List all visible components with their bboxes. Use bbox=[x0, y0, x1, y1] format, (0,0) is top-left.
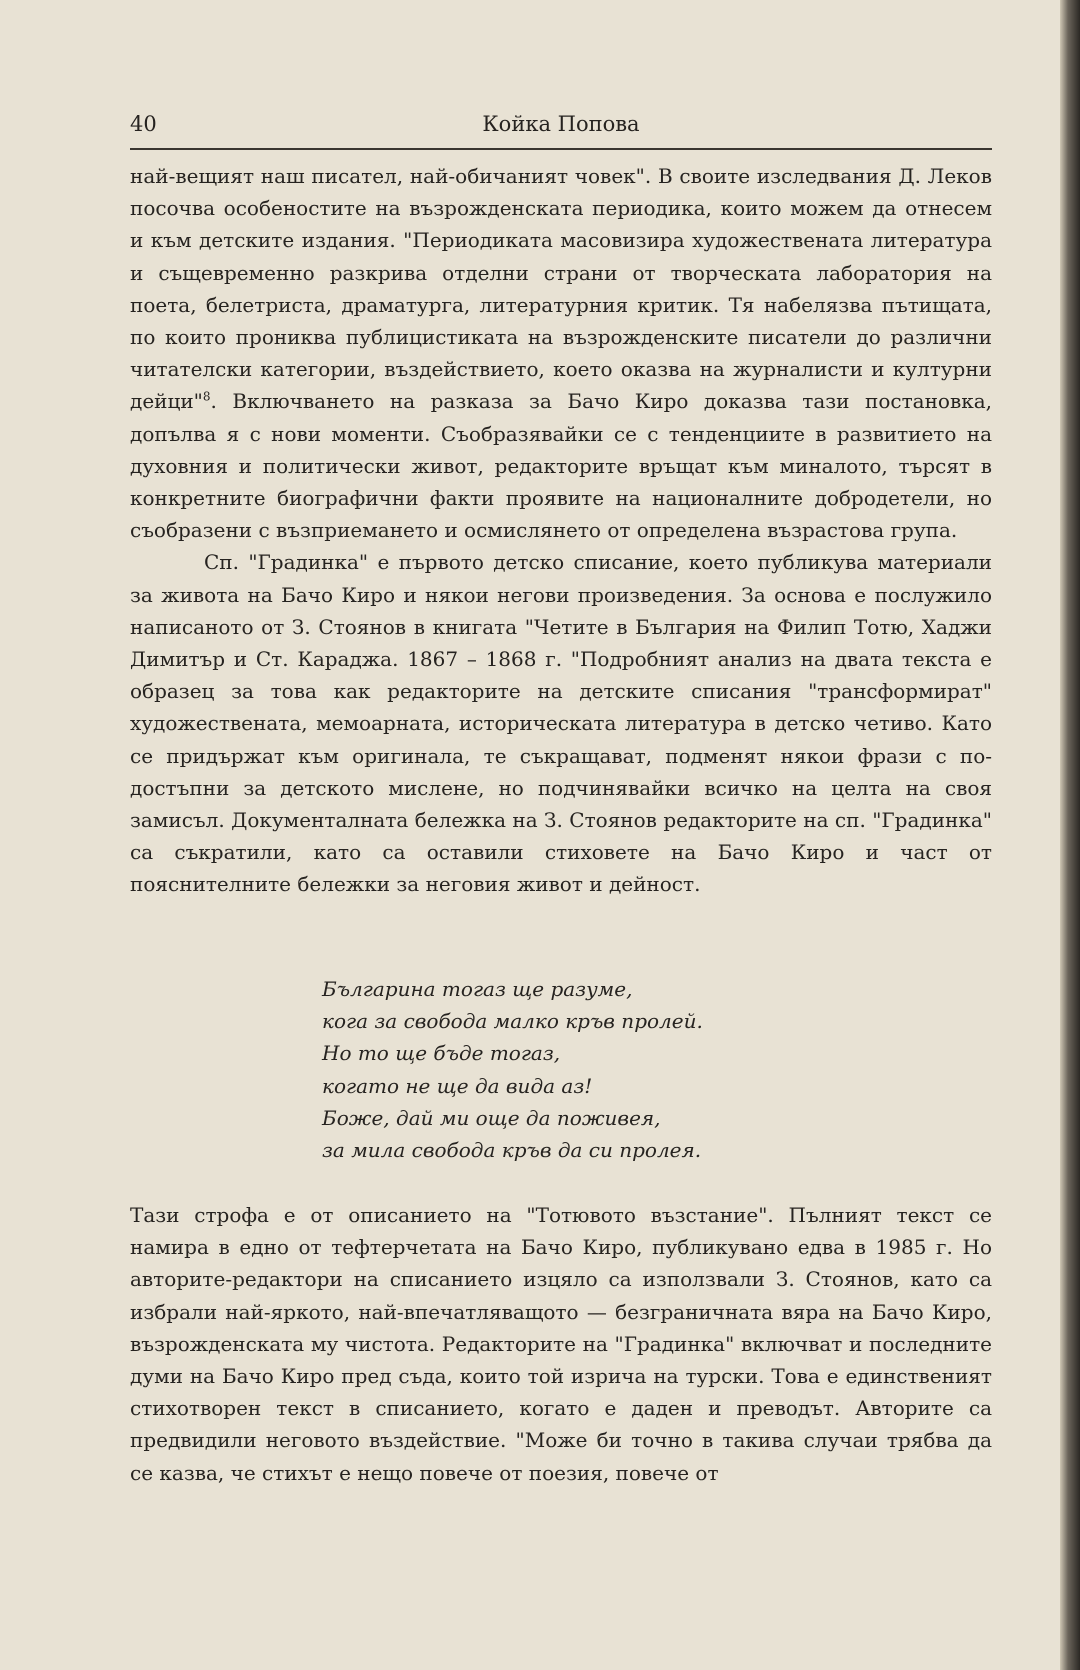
verse-block bbox=[322, 973, 942, 1166]
verse-line: Боже, дай ми още да поживея, bbox=[322, 1105, 661, 1130]
page-edge bbox=[1060, 0, 1080, 1670]
paragraph-2: Сп. "Градинка" е първото детско списание, което публикува материали за живота на Бачо Киро и някои негови произведения. За основа е послужило написаното от З. Стоянов в книгата "Четите в България на Филип Тотю, Хаджи Димитър и Ст. Караджа. 1867 – 1868 г. "Подробният анализ на двата текста е образец за това как редакторите на детските списания "трансформират" художествената, мемоарната, историческата литература в детско четиво. Като се придържат към оригинала, те съкращават, подменят някои фрази с по-достъпни за детското мислене, но подчинявайки всичко на целта на своя замисъл. Документалната бележка на З. Стоянов редакторите на сп. "Градинка" са съкратили, като са оставили стиховете на Бачо Киро и част от пояснителните бележки за неговия живот и дейност. bbox=[130, 550, 992, 897]
header-rule bbox=[130, 148, 992, 150]
paragraph-3: Тази строфа е от описанието на "Тотювото възстание". Пълният текст се намира в едно от тефтерчетата на Бачо Киро, публикувано едва в 1985 г. Но авторите-редактори на списанието изцяло са използвали З. Стоянов, като са избрали най-яркото, най-впечатляващото — безграничната вяра на Бачо Киро, възрожденската му чистота. Редакторите на "Градинка" включват и последните думи на Бачо Киро пред съда, които той изрича на турски. Това е единственият стихотворен текст в списанието, когато е даден и преводът. Авторите са предвидили неговото въздействие. "Може би точно в такива случаи трябва да се казва, че стихът е нещо повече от поезия, повече от bbox=[130, 1203, 992, 1485]
paragraph-1 bbox=[130, 160, 992, 546]
main-text bbox=[130, 160, 992, 901]
verse-line: Българина тогаз ще разуме, bbox=[322, 977, 633, 1001]
running-title: Койка Попова bbox=[482, 112, 640, 136]
page-number: 40 bbox=[130, 112, 157, 136]
verse-line: за мила свобода кръв да си пролея. bbox=[322, 1138, 702, 1163]
paragraph-1-text-a: най-вещият наш писател, най-обичаният човек". В своите изследвания Д. Леков посочва особеностите на възрожденската периодика, които можем да отнесем и към детските издания. "Периодиката масовизира художествената литература и същевременно разкрива отделни страни от творческата лаборатория на поета, белетриста, драматурга, литературния критик. Тя набелязва пътищата, по които прониква публицистиката на възрожденските писатели до различни читателски категории, въздействието, което оказва на журналисти и културни дейци" bbox=[130, 164, 992, 414]
verse-line: кога за свобода малко кръв пролей. bbox=[322, 1009, 703, 1034]
page-header bbox=[130, 112, 992, 146]
paragraph-1-text-b: . Включването на разказа за Бачо Киро доказва тази постановка, допълва я с нови моменти. Съобразявайки се с тенденциите в развитието на духовния и политически живот, редакторите връщат към миналото, търсят в конкретните биографични факти проявите на националните добродетели, но съобразени с възприемането и осмислянето от определена възрастова група. bbox=[130, 389, 992, 543]
main-text-continued bbox=[130, 1199, 992, 1489]
footnote-mark: 8 bbox=[202, 389, 211, 404]
verse-line: когато не ще да вида аз! bbox=[322, 1073, 593, 1098]
verse-line: Но то ще бъде тогаз, bbox=[322, 1041, 561, 1066]
